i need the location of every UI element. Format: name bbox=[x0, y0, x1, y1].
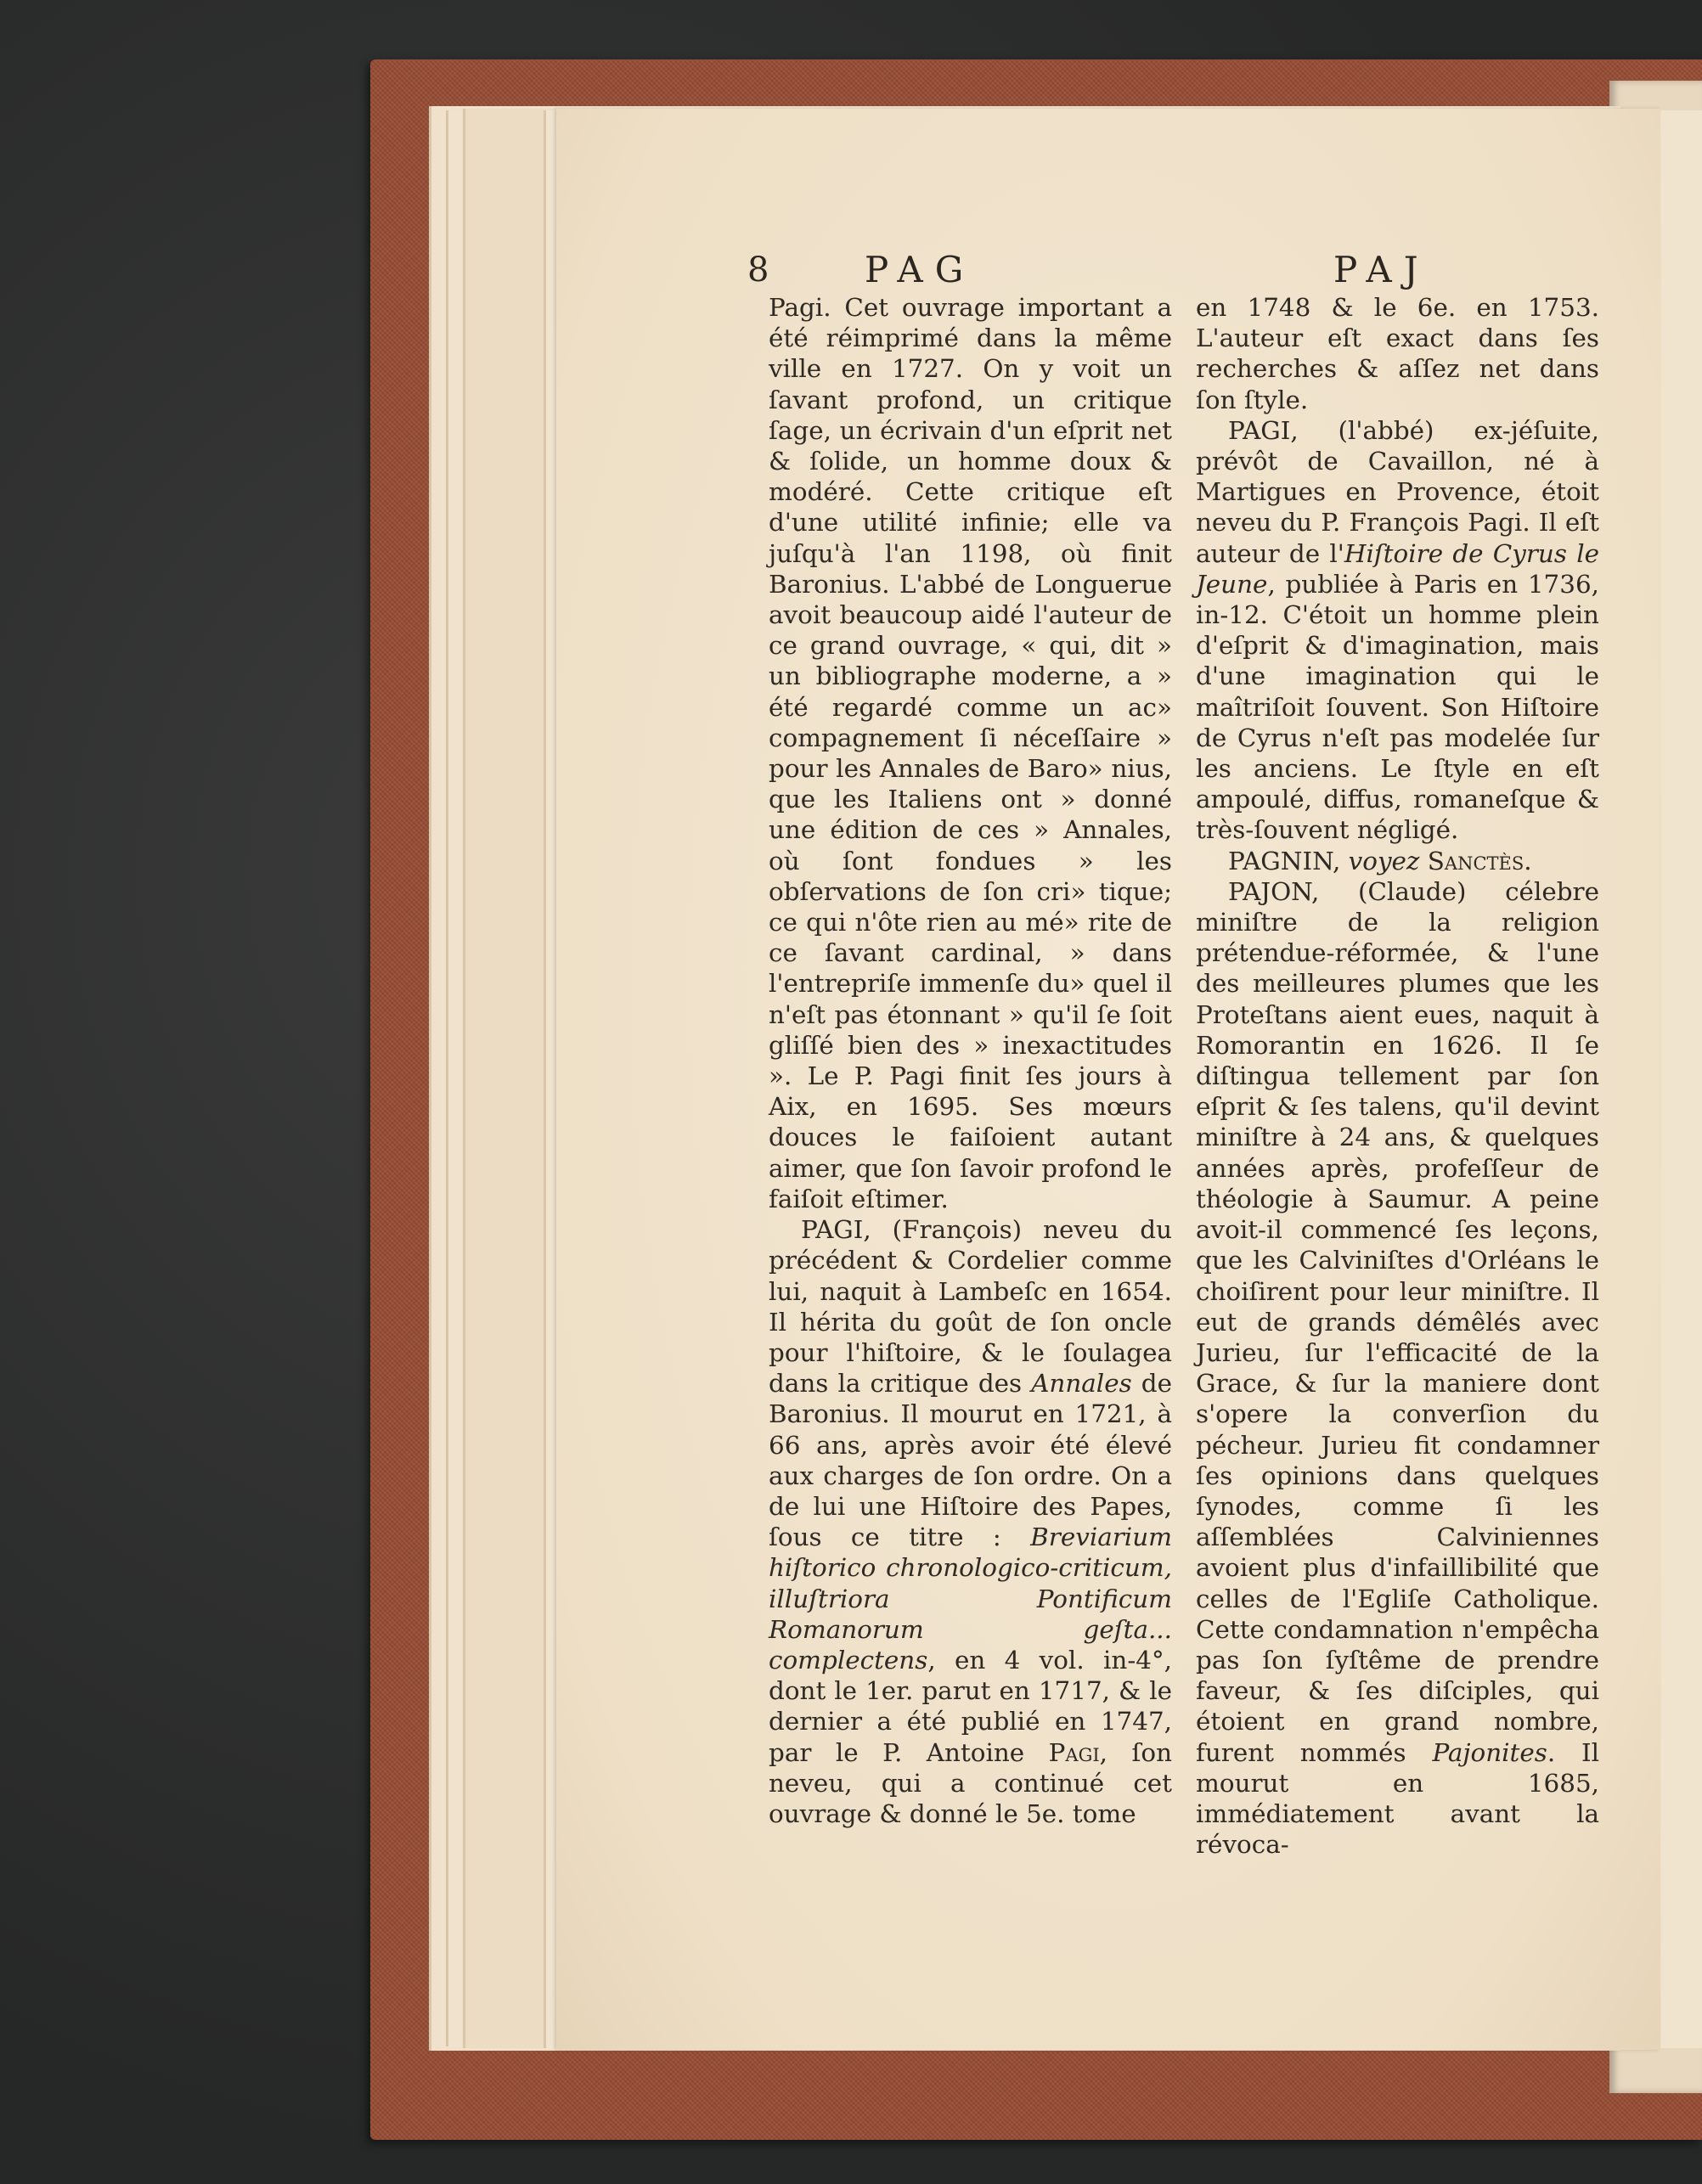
entry-text: (Claude) célebre miniſtre de la religion prétendue-réformée, & l'une des meilleures plumes que les Proteſtans aient eues, naquit à Romorantin en 1626. Il ſe diſtingua tellement par ſon eſprit & ſes talens, qu'il devint miniſtre à 24 ans, & quelques années après, profeſſeur de théologie à Saumur. A peine avoit-il commencé ſes leçons, que les Calviniſtes d'Orléans le choiſirent pour leur miniſtre. Il eut de grands démêlés avec Jurieu, ſur l'efficacité de la Grace, & ſur la maniere dont s'opere la converſion du pécheur. Jurieu fit condamner ſes opinions dans quelques ſynodes, comme ſi les aſſemblées Calviniennes avoient plus d'infaillibilité que celles de l'Egliſe Catholique. Cette condamnation n'empêcha pas ſon ſyſtême de prendre faveur, & ſes diſciples, qui étoient en grand nombre, furent nommés bbox=[1196, 876, 1599, 1767]
entry-text: de Baronius. Il mourut en 1721, à 66 ans, après avoir été élevé aux charges de ſon ordre. On a de lui une Hiſtoire des Papes, ſous ce titre : bbox=[769, 1369, 1172, 1552]
entry-headword: PAGNIN, bbox=[1228, 846, 1341, 875]
right-entry-pagnin bbox=[1196, 846, 1599, 876]
page-header bbox=[747, 245, 1605, 296]
right-paragraph-1: en 1748 & le 6e. en 1753. L'auteur eſt exact dans ſes recherches & aſſez net dans ſon ſtyle. bbox=[1196, 293, 1599, 414]
left-paragraph-1: Pagi. Cet ouvrage important a été réimprimé dans la même ville en 1727. On y voit un ſavant profond, un critique ſage, un écrivain d'un eſprit net & ſolide, un homme doux & modéré. Cette critique eſt d'une utilité infinie; elle va juſqu'à l'an 1198, où finit Baronius. L'abbé de Longuerue avoit beaucoup aidé l'auteur de ce grand ouvrage, « qui, dit » un bibliographe moderne, a » été regardé comme un ac» compagnement ſi néceſſaire » pour les Annales de Baro» nius, que les Italiens ont » donné une édition de ces » Annales, où ſont fondues » les obſervations de ſon cri» tique; ce qui n'ôte rien au mé» rite de ce ſavant cardinal, » dans l'entrepriſe immenſe du» quel il n'eſt pas étonnant » qu'il ſe ſoit gliſſé bien des » inexactitudes ». Le P. Pagi finit ſes jours à Aix, en 1695. Ses mœurs douces le faiſoient autant aimer, que ſon ſavoir profond le faiſoit eſtimer. bbox=[769, 293, 1172, 1213]
entry-text: , en 4 vol. in-4°, dont le 1er. parut en 1717, & le dernier a été publié en 1747, par le P. Antoine bbox=[769, 1645, 1172, 1767]
entry-text: , ſon neveu, qui a continué cet ouvrage & donné le 5e. tome bbox=[769, 1737, 1172, 1828]
entry-crossref: Sanctès. bbox=[1427, 846, 1532, 875]
entry-italic: Pajonites bbox=[1432, 1737, 1547, 1767]
right-entry-pagi-abbe bbox=[1196, 415, 1599, 846]
right-column bbox=[1196, 292, 1599, 1860]
entry-italic: Hiſtoire de Cyrus le Jeune bbox=[1196, 538, 1599, 599]
running-head-left: PAG bbox=[865, 249, 976, 290]
running-head-right: PAJ bbox=[1333, 249, 1430, 290]
entry-text: , publiée à Paris en 1736, in-12. C'étoit un homme plein d'eſprit & d'imagination, mais d'une imagination qui le maîtriſoit ſouvent. Son Hiſtoire de Cyrus n'eſt pas modelée ſur les anciens. Le ſtyle en eſt ampoulé, diffus, romaneſque & très-ſouvent négligé. bbox=[1196, 569, 1599, 845]
page-number: 8 bbox=[747, 250, 769, 290]
entry-text: . Il mourut en 1685, immédiatement avant la révoca- bbox=[1196, 1737, 1599, 1860]
entry-smallcaps: Pagi bbox=[1048, 1737, 1100, 1767]
entry-headword: PAGI, bbox=[801, 1215, 871, 1245]
right-entry-pajon bbox=[1196, 876, 1599, 1860]
entry-italic: voyez bbox=[1340, 846, 1428, 875]
entry-headword: PAJON, bbox=[1228, 876, 1320, 906]
entry-text: (François) neveu du précédent & Cordelier comme lui, naquit à Lambeſc en 1654. Il hérita du goût de ſon oncle pour l'hiſtoire, & le ſoulagea dans la critique des bbox=[769, 1215, 1172, 1399]
entry-text: (l'abbé) ex-jéſuite, prévôt de Cavaillon, né à Martigues en Provence, étoit neveu du P. François Pagi. Il eſt auteur de l' bbox=[1196, 415, 1599, 568]
entry-headword: PAGI, bbox=[1228, 415, 1299, 445]
left-entry-pagi-francois bbox=[769, 1214, 1172, 1829]
entry-italic: Breviarium hiſtorico chronologico-criticum, illuſtriora Pontificum Romanorum geſta... complectens bbox=[769, 1523, 1172, 1675]
left-column bbox=[769, 292, 1172, 1829]
entry-italic: Annales bbox=[1031, 1369, 1132, 1399]
